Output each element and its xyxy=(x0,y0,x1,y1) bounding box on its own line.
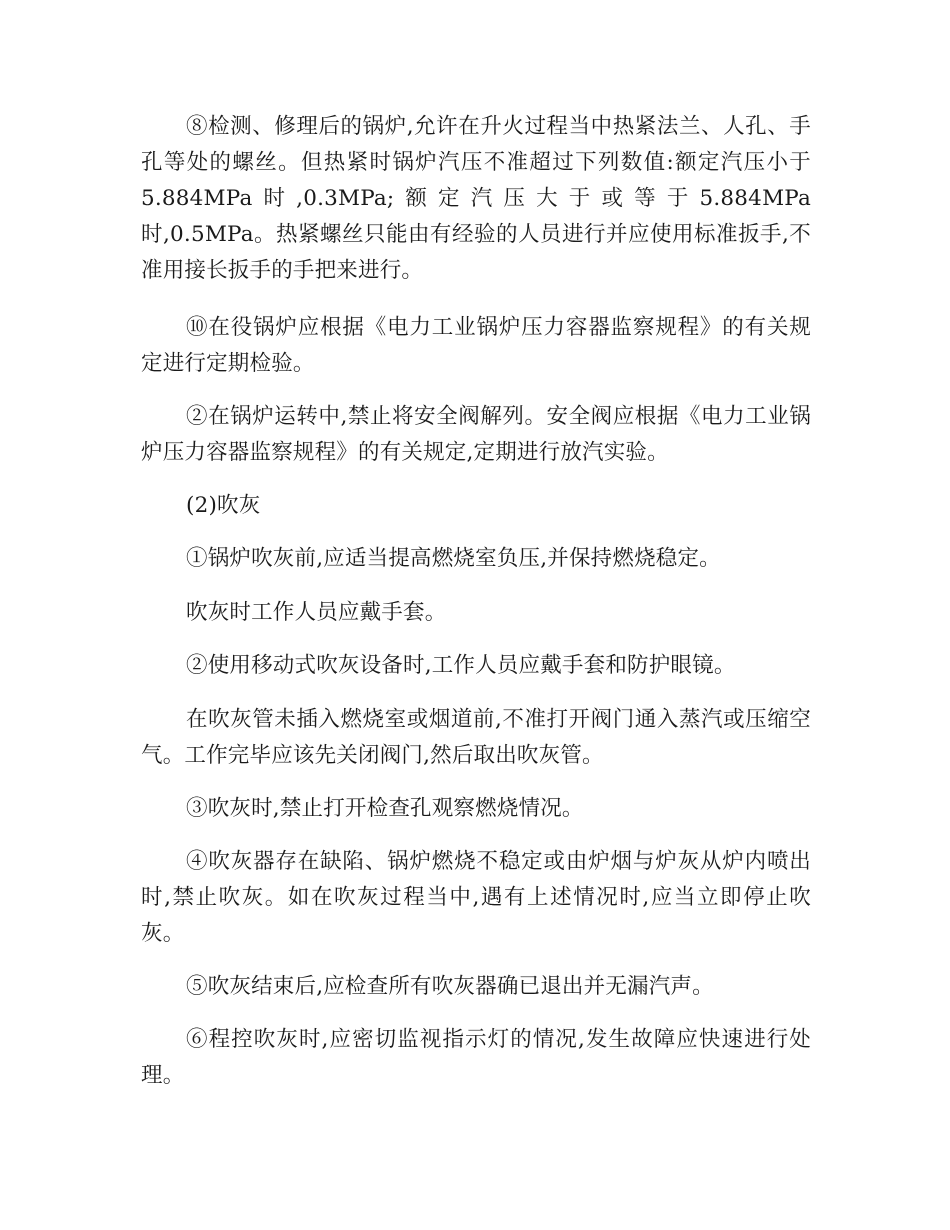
paragraph-no-inspection-hole: ③吹灰时,禁止打开检查孔观察燃烧情况。 xyxy=(186,796,584,821)
section-heading-soot-blowing: (2)吹灰 xyxy=(186,493,261,518)
paragraph-gloves: 吹灰时工作人员应戴手套。 xyxy=(186,600,447,625)
paragraph-mobile-equipment: ②使用移动式吹灰设备时,工作人员应戴手套和防护眼镜。 xyxy=(186,653,736,678)
paragraph-program-control: ⑥程控吹灰时,应密切监视指示灯的情况,发生故障应快速进行处理。 xyxy=(141,1027,811,1088)
paragraph-safety-valve: ②在锅炉运转中,禁止将安全阀解列。安全阀应根据《电力工业锅炉压力容器监察规程》的有关规定,定期进行放汽实验。 xyxy=(141,404,811,465)
paragraph-defects-stop: ④吹灰器存在缺陷、锅炉燃烧不稳定或由炉烟与炉灰从炉内喷出时,禁止吹灰。如在吹灰过程当中,遇有上述情况时,应当立即停止吹灰。 xyxy=(141,849,811,946)
paragraph-after-blowing: ⑤吹灰结束后,应检查所有吹灰器确已退出并无漏汽声。 xyxy=(186,974,714,999)
paragraph-boiler-repair-bolts: ⑧检测、修理后的锅炉,允许在升火过程当中热紧法兰、人孔、手孔等处的螺丝。但热紧时锅炉汽压不准超过下列数值:额定汽压小于5.884MPa时,0.3MPa;额定汽压大于或等于5.884MPa时,0.5MPa。热紧螺丝只能由有经验的人员进行并应使用标准扳手,不准用接长扳手的手把来进行。 xyxy=(141,114,811,283)
paragraph-blowing-pipe: 在吹灰管未插入燃烧室或烟道前,不准打开阀门通入蒸汽或压缩空气。工作完毕应该先关闭阀门,然后取出吹灰管。 xyxy=(141,707,811,768)
paragraph-before-soot-blowing: ①锅炉吹灰前,应适当提高燃烧室负压,并保持燃烧稳定。 xyxy=(186,546,721,571)
paragraph-periodic-inspection: ⑩在役锅炉应根据《电力工业锅炉压力容器监察规程》的有关规定进行定期检验。 xyxy=(141,315,811,376)
